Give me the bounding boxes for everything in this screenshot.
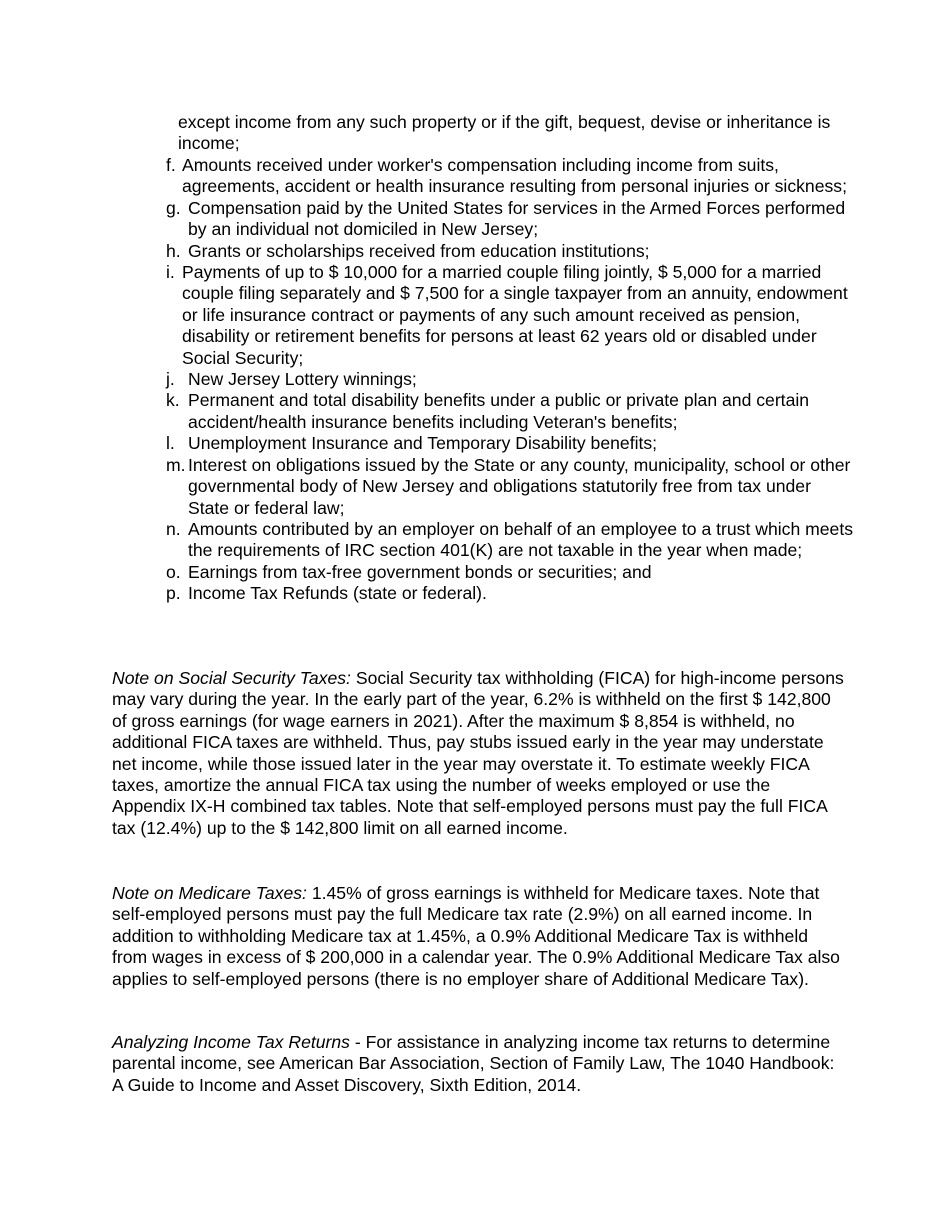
list-marker: h. <box>166 240 181 261</box>
social-security-note-text: Social Security tax withholding (FICA) for high-income persons may vary during the year. In the early part of the year, 6.2% is withheld on the first $ 142,800 of gross earnings (for wage earners in 2021). After the maximum $ 8,854 is withheld, no additional FICA taxes are withheld. Thus, pay stubs issued early in the year may understate net income, while those issued later in the year may overstate it. To estimate weekly FICA taxes, amortize the annual FICA tax using the number of weeks employed or use the Appendix IX-H combined tax tables. Note that self-employed persons must pay the full FICA tax (12.4%) up to the $ 142,800 limit on all earned income. <box>112 668 844 838</box>
list-item <box>166 519 856 562</box>
tax-returns-note-label: Analyzing Income Tax Returns <box>112 1032 350 1052</box>
list-marker: o. <box>166 561 181 582</box>
tax-returns-note <box>112 1032 844 1096</box>
medicare-note-label: Note on Medicare Taxes: <box>112 883 307 903</box>
exclusions-list <box>166 155 856 605</box>
list-item <box>166 562 856 583</box>
list-item-text: New Jersey Lottery winnings; <box>188 369 417 390</box>
list-item-text: Payments of up to $ 10,000 for a married couple filing jointly, $ 5,000 for a married couple filing separately and $ 7,500 for a single taxpayer from an annuity, endowment or life insurance contract or payments of any such amount received as pension, disability or retirement benefits for persons at least 62 years old or disabled under Social Security; <box>182 262 848 368</box>
list-item <box>166 241 856 262</box>
list-marker: i. <box>166 262 175 283</box>
list-item <box>166 155 856 198</box>
continuation-text: except income from any such property or if the gift, bequest, devise or inheritance is income; <box>178 112 831 154</box>
list-marker: j. <box>166 369 175 390</box>
list-item <box>166 390 856 433</box>
list-item-text: Interest on obligations issued by the State or any county, municipality, school or other governmental body of New Jersey and obligations statutorily free from tax under State or federal law; <box>188 454 851 518</box>
list-item-text: Earnings from tax-free government bonds or securities; and <box>188 561 652 582</box>
list-item <box>166 433 856 454</box>
tax-returns-note-text: - For assistance in analyzing income tax returns to determine parental income, see American Bar Association, Section of Family Law, The 1040 Handbook: A Guide to Income and Asset Discovery, Sixth Edition, 2014. <box>112 1032 835 1095</box>
social-security-note-label: Note on Social Security Taxes: <box>112 668 351 688</box>
list-item <box>166 262 856 369</box>
list-item <box>166 369 856 390</box>
medicare-note-text: 1.45% of gross earnings is withheld for Medicare taxes. Note that self-employed persons must pay the full Medicare tax rate (2.9%) on all earned income. In addition to withholding Medicare tax at 1.45%, a 0.9% Additional Medicare Tax is withheld from wages in excess of $ 200,000 in a calendar year. The 0.9% Additional Medicare Tax also applies to self-employed persons (there is no employer share of Additional Medicare Tax). <box>112 883 840 989</box>
list-item-text: Unemployment Insurance and Temporary Disability benefits; <box>188 433 658 454</box>
list-item <box>166 583 856 604</box>
list-marker: k. <box>166 390 180 411</box>
list-marker: n. <box>166 518 181 539</box>
list-marker: p. <box>166 583 181 604</box>
list-marker: l. <box>166 433 175 454</box>
list-item <box>166 455 856 519</box>
social-security-note <box>112 668 844 839</box>
list-item-text: Amounts received under worker's compensation including income from suits, agreements, accident or health insurance resulting from personal injuries or sickness; <box>182 155 847 197</box>
list-item-text: Permanent and total disability benefits under a public or private plan and certain accident/health insurance benefits including Veteran's benefits; <box>188 390 810 432</box>
list-marker: f. <box>166 155 176 175</box>
medicare-note <box>112 883 844 990</box>
list-item <box>166 198 856 241</box>
list-marker: g. <box>166 197 181 218</box>
list-marker: m. <box>166 454 186 475</box>
list-item-text: Amounts contributed by an employer on behalf of an employee to a trust which meets the requirements of IRC section 401(K) are not taxable in the year when made; <box>188 518 854 561</box>
list-item-text: Compensation paid by the United States for services in the Armed Forces performed by an individual not domiciled in New Jersey; <box>188 197 846 240</box>
list-item-text: Income Tax Refunds (state or federal). <box>188 583 487 604</box>
list-item-text: Grants or scholarships received from education institutions; <box>188 240 650 261</box>
